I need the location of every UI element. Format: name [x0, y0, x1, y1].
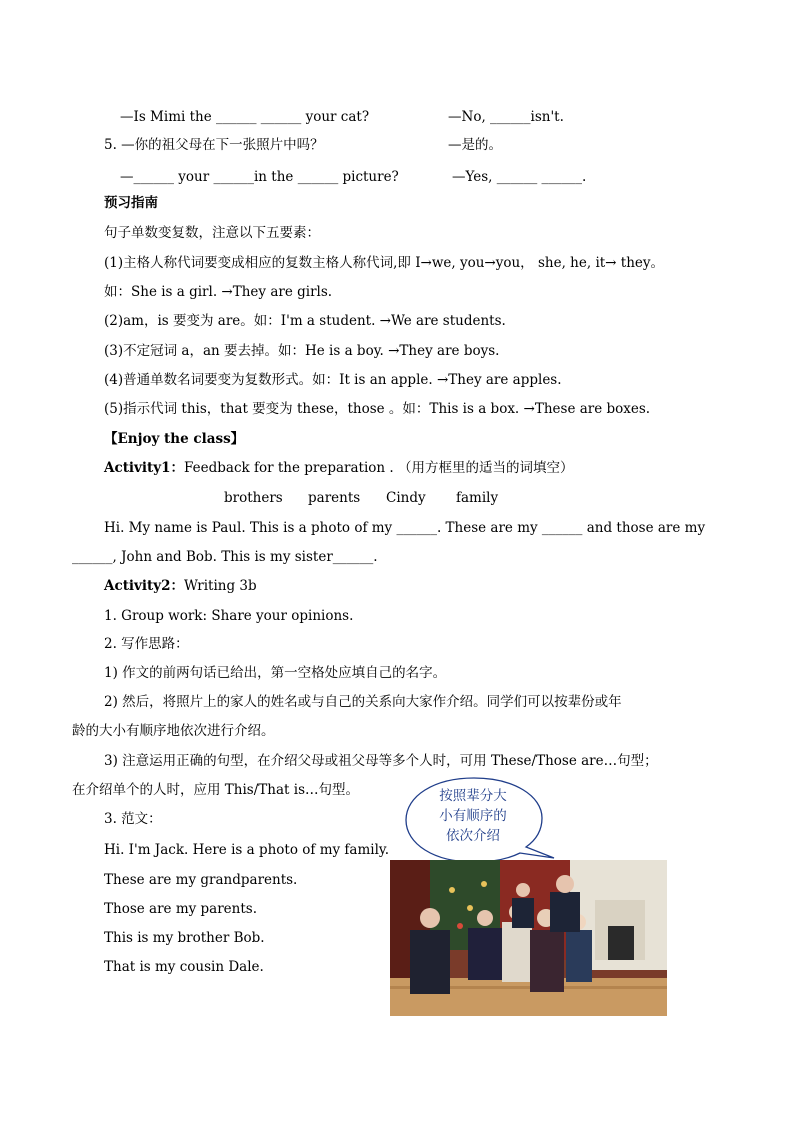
rule-3: (3)不定冠词 a，an 要去掉。如：He is a boy. →They are boys. — [104, 343, 500, 359]
tip-2-line1: 2) 然后，将照片上的家人的姓名或与自己的关系向大家作介绍。同学们可以按辈份或年 — [104, 694, 622, 710]
rule-1: (1)主格人称代词要变成相应的复数主格人称代词,即 I→we, you→you， she, he, it→ they。 — [104, 255, 665, 271]
step-3: 3. 范文： — [104, 811, 162, 827]
tip-3-line2: 在介绍单个的人时，应用 This/That is…句型。 — [72, 782, 359, 798]
exercise-row-answer: —No, ______isn't. — [448, 109, 564, 125]
preview-title: 预习指南 — [104, 195, 158, 211]
activity1-label: Activity1： — [104, 460, 185, 476]
speech-bubble-text — [402, 786, 544, 846]
rule-2: (2)am，is 要变为 are。如：I'm a student. →We are students. — [104, 313, 506, 329]
sample-line-2: These are my grandparents. — [104, 872, 298, 888]
word-box-item-2: parents — [308, 490, 361, 506]
family-photo — [390, 860, 667, 1016]
activity2-text: Writing 3b — [184, 578, 257, 594]
bubble-line-3: 依次介绍 — [446, 828, 500, 844]
speech-bubble — [402, 770, 562, 870]
enjoy-class-heading: 【Enjoy the class】 — [104, 431, 245, 447]
activity1-line — [104, 459, 573, 477]
step-2: 2. 写作思路： — [104, 636, 189, 652]
tip-3-line1: 3) 注意运用正确的句型，在介绍父母或祖父母等多个人时，可用 These/Those are…句型； — [104, 753, 658, 769]
sample-line-1: Hi. I'm Jack. Here is a photo of my family. — [104, 842, 390, 858]
activity1-paragraph-line1: Hi. My name is Paul. This is a photo of my ______. These are my ______ and those are my — [104, 520, 706, 536]
activity1-text: Feedback for the preparation . （用方框里的适当的词填空） — [184, 460, 574, 476]
tip-2-line2: 龄的大小有顺序地依次进行介绍。 — [72, 723, 275, 739]
exercise-5-fill-answer: —Yes, ______ ______. — [452, 169, 587, 185]
word-box-item-4: family — [456, 490, 499, 506]
tip-1: 1) 作文的前两句话已给出，第一空格处应填自己的名字。 — [104, 665, 447, 681]
sample-line-3: Those are my parents. — [104, 901, 258, 917]
exercise-5-fill-question: —______ your ______in the ______ picture? — [120, 169, 399, 185]
word-box-item-3: Cindy — [386, 490, 426, 506]
step-1: 1. Group work: Share your opinions. — [104, 608, 354, 624]
word-box-item-1: brothers — [224, 490, 283, 506]
rule-4: (4)普通单数名词要变为复数形式。如：It is an apple. →They are apples. — [104, 372, 562, 388]
exercise-row-question: —Is Mimi the ______ ______ your cat? — [120, 109, 370, 125]
exercise-5-question: 5. —你的祖父母在下一张照片中吗？ — [104, 137, 324, 153]
activity1-paragraph-line2: ______, John and Bob. This is my sister______. — [72, 549, 378, 565]
preview-intro: 句子单数变复数，注意以下五要素： — [104, 225, 320, 241]
rule-1-example: 如：She is a girl. →They are girls. — [104, 284, 333, 300]
exercise-5-answer: —是的。 — [448, 137, 502, 153]
sample-line-5: That is my cousin Dale. — [104, 959, 264, 975]
activity2-label: Activity2： — [104, 578, 185, 594]
rule-5: (5)指示代词 this，that 要变为 these，those 。如：This is a box. →These are boxes. — [104, 401, 651, 417]
activity2-line — [104, 577, 257, 595]
bubble-line-2: 小有顺序的 — [439, 808, 507, 824]
bubble-line-1: 按照辈分大 — [439, 788, 507, 804]
sample-line-4: This is my brother Bob. — [104, 930, 265, 946]
